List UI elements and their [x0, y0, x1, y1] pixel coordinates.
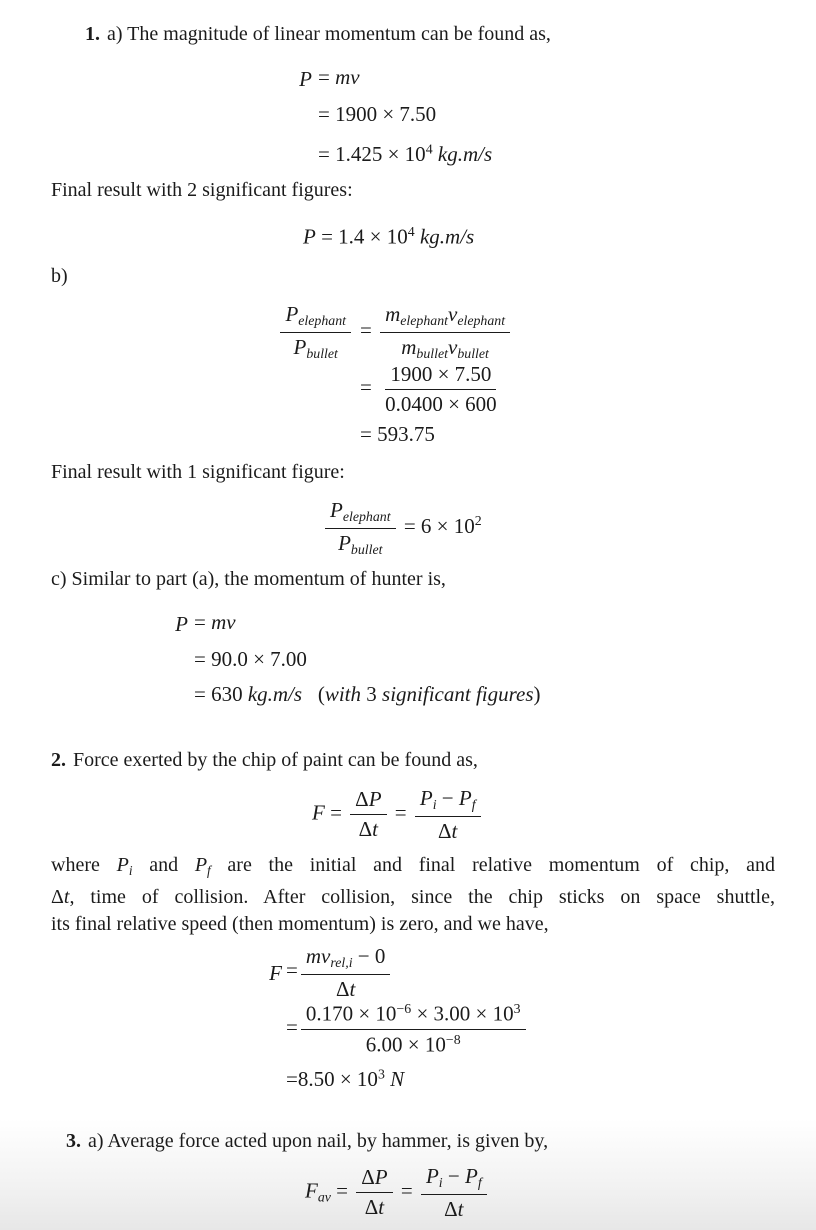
part-b-equation — [276, 302, 513, 447]
math-token: Δ — [358, 817, 373, 842]
problem-1-title: a) The magnitude of linear momentum can be found as, — [102, 23, 551, 45]
equation-lhs — [172, 611, 188, 637]
final-result-1sf-equation — [322, 498, 482, 558]
math-token: t — [372, 817, 379, 842]
math-token: − — [442, 1164, 465, 1188]
math-token: where — [51, 854, 117, 876]
math-token: 0.0400 × 600 — [385, 391, 497, 416]
equation-row — [268, 1061, 529, 1092]
math-token: = — [324, 800, 348, 825]
math-token: P — [419, 786, 433, 810]
math-token: P — [303, 224, 316, 249]
fraction — [325, 498, 396, 558]
equation-row — [296, 101, 492, 127]
problem-2-number: 2. — [51, 749, 66, 771]
fraction — [415, 786, 481, 843]
math-token: ( — [302, 682, 325, 707]
math-token: = — [389, 800, 412, 825]
math-token: P — [338, 530, 351, 555]
problem-2-title: Force exerted by the chip of paint can be found as, — [68, 749, 478, 771]
equation-row — [296, 136, 492, 167]
part-c-header: c) Similar to part (a), the momentum of hunter is, — [51, 568, 446, 590]
math-token: t — [457, 1196, 464, 1221]
problem-2-paragraph — [51, 852, 775, 938]
math-token: i — [128, 862, 133, 878]
math-token: 2 — [474, 513, 482, 529]
equation-rhs — [286, 1067, 404, 1091]
math-token: =8.50 × 10 — [286, 1066, 378, 1091]
equation-row — [268, 1001, 529, 1057]
math-token: mv — [335, 65, 360, 89]
math-token: Δ — [444, 1196, 458, 1221]
paragraph-line — [51, 852, 775, 884]
math-token: bullet — [306, 345, 338, 361]
math-token: m — [401, 334, 417, 359]
math-token: F — [269, 960, 282, 985]
math-token: m — [385, 302, 401, 326]
equation-lhs — [268, 960, 282, 986]
final-result-2sf-equation — [303, 219, 474, 250]
math-token: F — [312, 800, 325, 825]
equation-rhs — [286, 944, 393, 1001]
problem-2-header — [51, 747, 478, 773]
math-token: av — [317, 1189, 331, 1205]
math-token: = — [286, 1014, 298, 1039]
math-token: Δ — [335, 976, 350, 1001]
math-token: f — [471, 797, 476, 813]
math-token: P — [464, 1164, 478, 1188]
math-token: × 3.00 × 10 — [411, 1001, 514, 1026]
math-token: Δ — [355, 787, 369, 812]
math-token: kg.m/s — [247, 682, 303, 707]
math-token: = 630 — [194, 682, 248, 707]
math-token: P — [116, 854, 129, 876]
final-result-2sf-label: Final result with 2 significant figures: — [51, 179, 353, 201]
math-token: −6 — [396, 1001, 412, 1017]
equation-rhs — [194, 647, 307, 671]
equation-rhs — [318, 102, 436, 126]
math-token: P — [285, 302, 299, 326]
math-token: Δ — [364, 1195, 379, 1220]
math-token: and — [132, 854, 195, 876]
math-token: elephant — [298, 313, 346, 329]
problem-2-definition-equation — [312, 786, 484, 843]
math-token: , time of collision. After collision, since the chip sticks on space shuttle, — [69, 885, 775, 908]
equation-row — [276, 302, 513, 362]
equation-rhs — [194, 610, 236, 634]
math-token: are the initial and final relative momentum of chip, and — [210, 854, 775, 876]
math-token: = 6 × 10 — [398, 513, 475, 538]
math-token: i — [438, 1175, 443, 1191]
math-token: bullet — [457, 345, 489, 361]
problem-3-title: a) Average force acted upon nail, by hammer, is given by, — [83, 1130, 549, 1152]
fraction — [421, 1164, 487, 1221]
math-token: P — [299, 67, 312, 92]
math-token: = — [330, 1178, 354, 1203]
equation-rhs — [194, 682, 541, 706]
math-token: P — [374, 1165, 388, 1190]
math-token: bullet — [350, 541, 383, 557]
math-token: = — [395, 1178, 418, 1203]
math-token: = — [360, 375, 378, 400]
math-token: bullet — [416, 345, 448, 361]
equation-row — [172, 609, 541, 637]
math-token: = 593.75 — [360, 421, 435, 446]
math-token: P — [330, 498, 343, 522]
math-token: elephant — [457, 313, 506, 329]
math-token: −8 — [445, 1031, 461, 1047]
equation-lhs — [276, 302, 354, 362]
part-b-label: b) — [51, 265, 68, 287]
math-token: = — [286, 958, 298, 983]
paragraph-line — [51, 884, 775, 911]
equation-row — [296, 64, 492, 92]
math-token: F — [305, 1178, 318, 1203]
math-token: 0.170 × 10 — [305, 1001, 397, 1026]
math-token: = 1900 × 7.50 — [318, 102, 437, 127]
equation-row — [172, 646, 541, 672]
problem-2-calculation-equation — [268, 944, 529, 1092]
part-c-equation — [172, 609, 541, 707]
math-token: Δ — [361, 1165, 375, 1190]
math-token: f — [207, 862, 211, 878]
problem-3-number: 3. — [66, 1130, 81, 1152]
math-token: 3 — [377, 1066, 385, 1082]
math-token: t — [378, 1195, 385, 1220]
math-token: its final relative speed (then momentum) is zero, and we have, — [51, 912, 549, 935]
math-token: − — [436, 786, 459, 810]
math-token: 1900 × 7.50 — [390, 362, 492, 386]
equation-rhs — [318, 65, 360, 89]
math-token: N — [390, 1066, 405, 1091]
math-token: ) — [533, 682, 541, 707]
math-token: t — [63, 885, 70, 908]
fraction — [301, 1001, 526, 1057]
math-token: P — [293, 334, 307, 359]
equation-row — [276, 421, 513, 447]
math-token: mv — [305, 944, 331, 968]
fraction — [280, 302, 351, 362]
equation-rhs — [360, 302, 513, 361]
fraction — [380, 302, 510, 362]
math-token: elephant — [400, 313, 448, 329]
equation-lhs — [296, 66, 312, 92]
math-token: mv — [211, 610, 236, 634]
math-token: = — [318, 65, 336, 89]
math-token: Δ — [438, 818, 452, 843]
equation-row — [268, 944, 529, 1001]
problem-1-header — [85, 21, 551, 47]
fraction — [301, 944, 391, 1001]
math-token: v — [448, 334, 458, 359]
math-token: kg.m/s — [437, 141, 493, 166]
math-token: with — [324, 682, 362, 707]
paragraph-line — [51, 911, 775, 938]
fraction — [380, 362, 502, 417]
math-token: − 0 — [352, 944, 386, 968]
math-token: v — [448, 302, 458, 326]
equation-row — [276, 362, 513, 417]
equation-row — [172, 681, 541, 707]
math-token: = 1.4 × 10 — [315, 224, 408, 249]
fraction — [350, 787, 386, 842]
math-token: = — [194, 610, 212, 634]
math-token: P — [458, 786, 472, 810]
math-token: 4 — [407, 224, 415, 239]
math-token: kg.m/s — [419, 224, 475, 249]
math-token: f — [477, 1175, 482, 1191]
final-result-1sf-label: Final result with 1 significant figure: — [51, 461, 345, 483]
problem-3-header — [66, 1128, 548, 1154]
math-token: P — [194, 854, 208, 876]
math-token: significant figures — [382, 682, 534, 707]
equation-rhs — [318, 142, 492, 166]
math-token: = 1.425 × 10 — [318, 141, 426, 166]
math-token: 4 — [425, 141, 433, 157]
problem-1-number: 1. — [85, 23, 100, 45]
equation-rhs — [360, 422, 435, 446]
math-token: Δ — [51, 885, 64, 908]
math-token: 3 — [513, 1001, 521, 1017]
math-token: 6.00 × 10 — [365, 1032, 446, 1057]
math-token: P — [175, 612, 188, 637]
fraction — [356, 1165, 392, 1220]
math-token: rel,i — [330, 955, 353, 971]
math-token: elephant — [342, 509, 391, 525]
problem-3-equation — [305, 1164, 490, 1221]
math-token: i — [432, 797, 437, 813]
problem-1a-equation — [296, 64, 492, 167]
math-token: = 90.0 × 7.00 — [194, 647, 307, 672]
math-token: t — [451, 818, 458, 843]
math-token: P — [425, 1164, 439, 1188]
math-token: = — [360, 317, 378, 342]
math-token: P — [368, 787, 382, 812]
math-token: t — [349, 976, 356, 1001]
math-token: 3 — [361, 682, 383, 707]
